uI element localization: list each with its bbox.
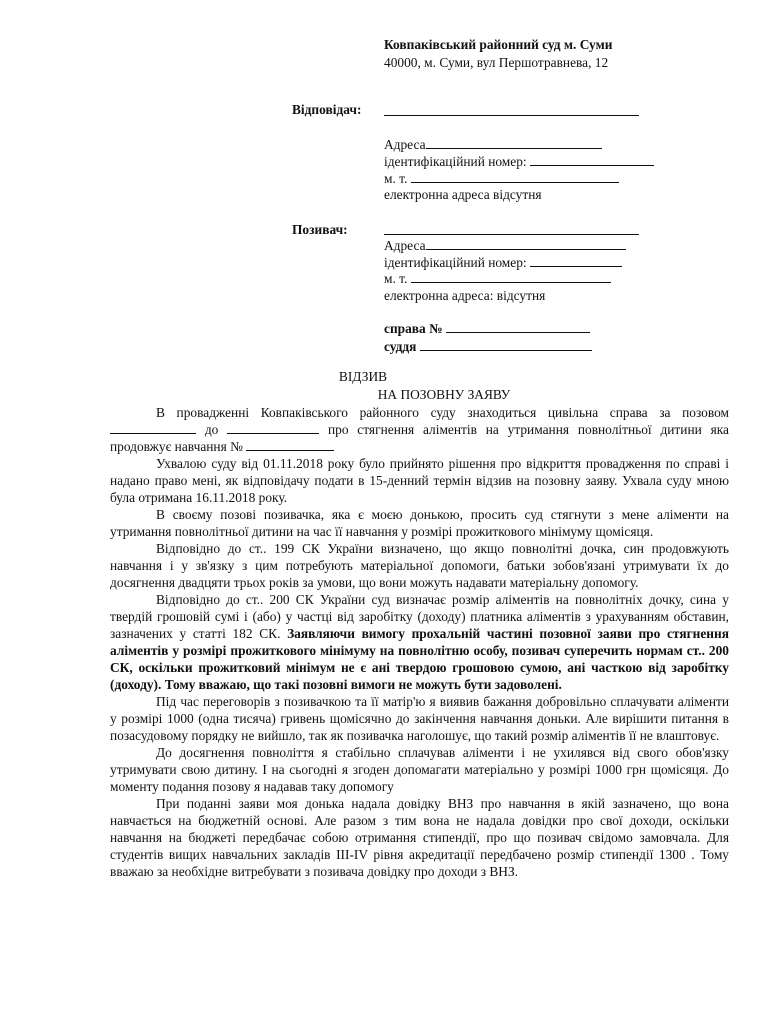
paragraph-2: Ухвалою суду від 01.11.2018 року було прийнято рішення про відкриття провадження по справі і надано право мені, як відповідачу подати в 15-денний термін відзив на позовну заяву. Ухвала суду мною була отримана 16.11.2018 року. bbox=[110, 456, 729, 505]
paragraph-1-part-c: про стягнення аліментів на утримання повнолітньої дитини яка продовжує навчання № bbox=[110, 422, 729, 454]
case-number-row bbox=[384, 320, 590, 337]
plaintiff-id-line bbox=[530, 254, 622, 267]
plaintiff-phone-row bbox=[384, 270, 611, 287]
respondent-phone-line bbox=[411, 170, 619, 183]
plaintiff-id-label: ідентифікаційний номер: bbox=[384, 255, 527, 270]
doc-title-line2 bbox=[0, 386, 768, 403]
court-address: 40000, м. Суми, вул Першотравнева, 12 bbox=[384, 55, 609, 70]
plaintiff-name-line bbox=[384, 222, 639, 235]
case-number-label: справа № bbox=[384, 321, 443, 336]
plaintiff-label: Позивач: bbox=[292, 222, 348, 237]
paragraph-1 bbox=[110, 404, 729, 455]
judge-row bbox=[384, 338, 592, 355]
case-blank bbox=[246, 438, 334, 451]
paragraph-7: До досягнення повноліття я стабільно сплачував аліменти і не ухилявся від свого обов'язку утримувати свою дитину. І на сьогодні я згоден допомагати матеріально у розмірі 1000 грн щомісяця. До моменту подання позову я надавав таку допомогу bbox=[110, 745, 729, 794]
respondent-id-line bbox=[530, 153, 654, 166]
respondent-address-row bbox=[384, 136, 602, 153]
respondent-id-label: ідентифікаційний номер: bbox=[384, 154, 527, 169]
paragraph-6: Під час переговорів з позивачкою та її матір'ю я виявив бажання добровільно сплачувати аліменти у розмірі 1000 (одна тисяча) гривень щомісячно до закінчення навчання доньки. Але вирішити питання в позасудовому порядку не вийшло, так як позивачка наголошує, що такий розмір аліментів її не влаштовує. bbox=[110, 694, 729, 743]
paragraph-3: В своєму позові позивачка, яка є моєю донькою, просить суд стягнути з мене аліменти на утримання повнолітньої дитини на час її навчання у розмірі прожиткового мінімуму щомісяця. bbox=[110, 507, 729, 539]
respondent-address-line bbox=[426, 136, 602, 149]
respondent-name-line bbox=[384, 103, 639, 116]
plaintiff-address-row bbox=[384, 237, 626, 254]
court-name: Ковпаківський районний суд м. Суми bbox=[384, 37, 613, 52]
paragraph-5-normal: Відповідно до ст.. 200 СК України суд визначає розмір аліментів на повнолітніх дочку, сина у твердій грошовій сумі і (або) у частці від заробітку (доходу) платника аліментів з урахуванням обставин, зазначених у статті 182 СК. bbox=[110, 592, 729, 641]
paragraph-5-bold: Заявляючи вимогу прохальній частині позовної заяви про стягнення аліментів у розмірі прожиткового мінімуму на повнолітню особу, позивач суперечить нормам ст.. 200 СК, оскільки прожитковий мінімум не є ані твердою грошовою сумою, ані часткою від заробітку (доходу). Тому вважаю, що такі позовні вимоги не можуть бути задоволені. bbox=[110, 626, 729, 692]
respondent-label: Відповідач: bbox=[292, 102, 362, 117]
judge-line bbox=[420, 338, 592, 351]
paragraph-1-part-b: до bbox=[204, 422, 219, 437]
plaintiff-blank bbox=[110, 421, 196, 434]
plaintiff-id-row bbox=[384, 254, 622, 271]
doc-title-line1-text: ВІДЗИВ bbox=[338, 369, 388, 384]
document-body bbox=[110, 404, 729, 880]
respondent-blank bbox=[227, 421, 319, 434]
paragraph-5 bbox=[110, 591, 729, 693]
paragraph-4: Відповідно до ст.. 199 СК України визначено, що якщо повнолітні дочка, син продовжують навчання і у зв'язку з цим потребують матеріальної допомоги, батьки зобов'язані утримувати їх до досягнення двадцяти трьох років за умови, що вони можуть надавати матеріальну допомогу. bbox=[110, 541, 729, 590]
plaintiff-address-label: Адреса bbox=[384, 238, 426, 253]
doc-title-line1 bbox=[38, 368, 768, 385]
paragraph-8: При поданні заяви моя донька надала довідку ВНЗ про навчання в якій зазначено, що вона навчається на бюджетній основі. Але разом з тим вона не надала довідки про свої доходи, оскільки навчання на бюджеті передбачає собою отримання стипендії, про що позивач свідомо замовчала. Для студентів вищих навчальних закладів ІІІ-ІV рівня акредитації передбачено розмір стипендії 1300 . Тому вважаю за необхідне витребувати з позивача довідку про доходи з ВНЗ. bbox=[110, 796, 729, 879]
doc-title-line2-text: НА ПОЗОВНУ ЗАЯВУ bbox=[377, 387, 511, 402]
plaintiff-phone-line bbox=[411, 270, 611, 283]
respondent-phone-row bbox=[384, 170, 619, 187]
plaintiff-address-line bbox=[426, 237, 626, 250]
respondent-id-row bbox=[384, 153, 654, 170]
respondent-address-label: Адреса bbox=[384, 137, 426, 152]
respondent-email: електронна адреса відсутня bbox=[384, 187, 542, 202]
paragraph-1-part-a: В провадженні Ковпаківського районного суду знаходиться цивільна справа за позовом bbox=[156, 405, 729, 420]
judge-label: суддя bbox=[384, 339, 417, 354]
respondent-phone-label: м. т. bbox=[384, 171, 408, 186]
plaintiff-email: електронна адреса: відсутня bbox=[384, 288, 546, 303]
plaintiff-phone-label: м. т. bbox=[384, 271, 408, 286]
case-number-line bbox=[446, 320, 590, 333]
